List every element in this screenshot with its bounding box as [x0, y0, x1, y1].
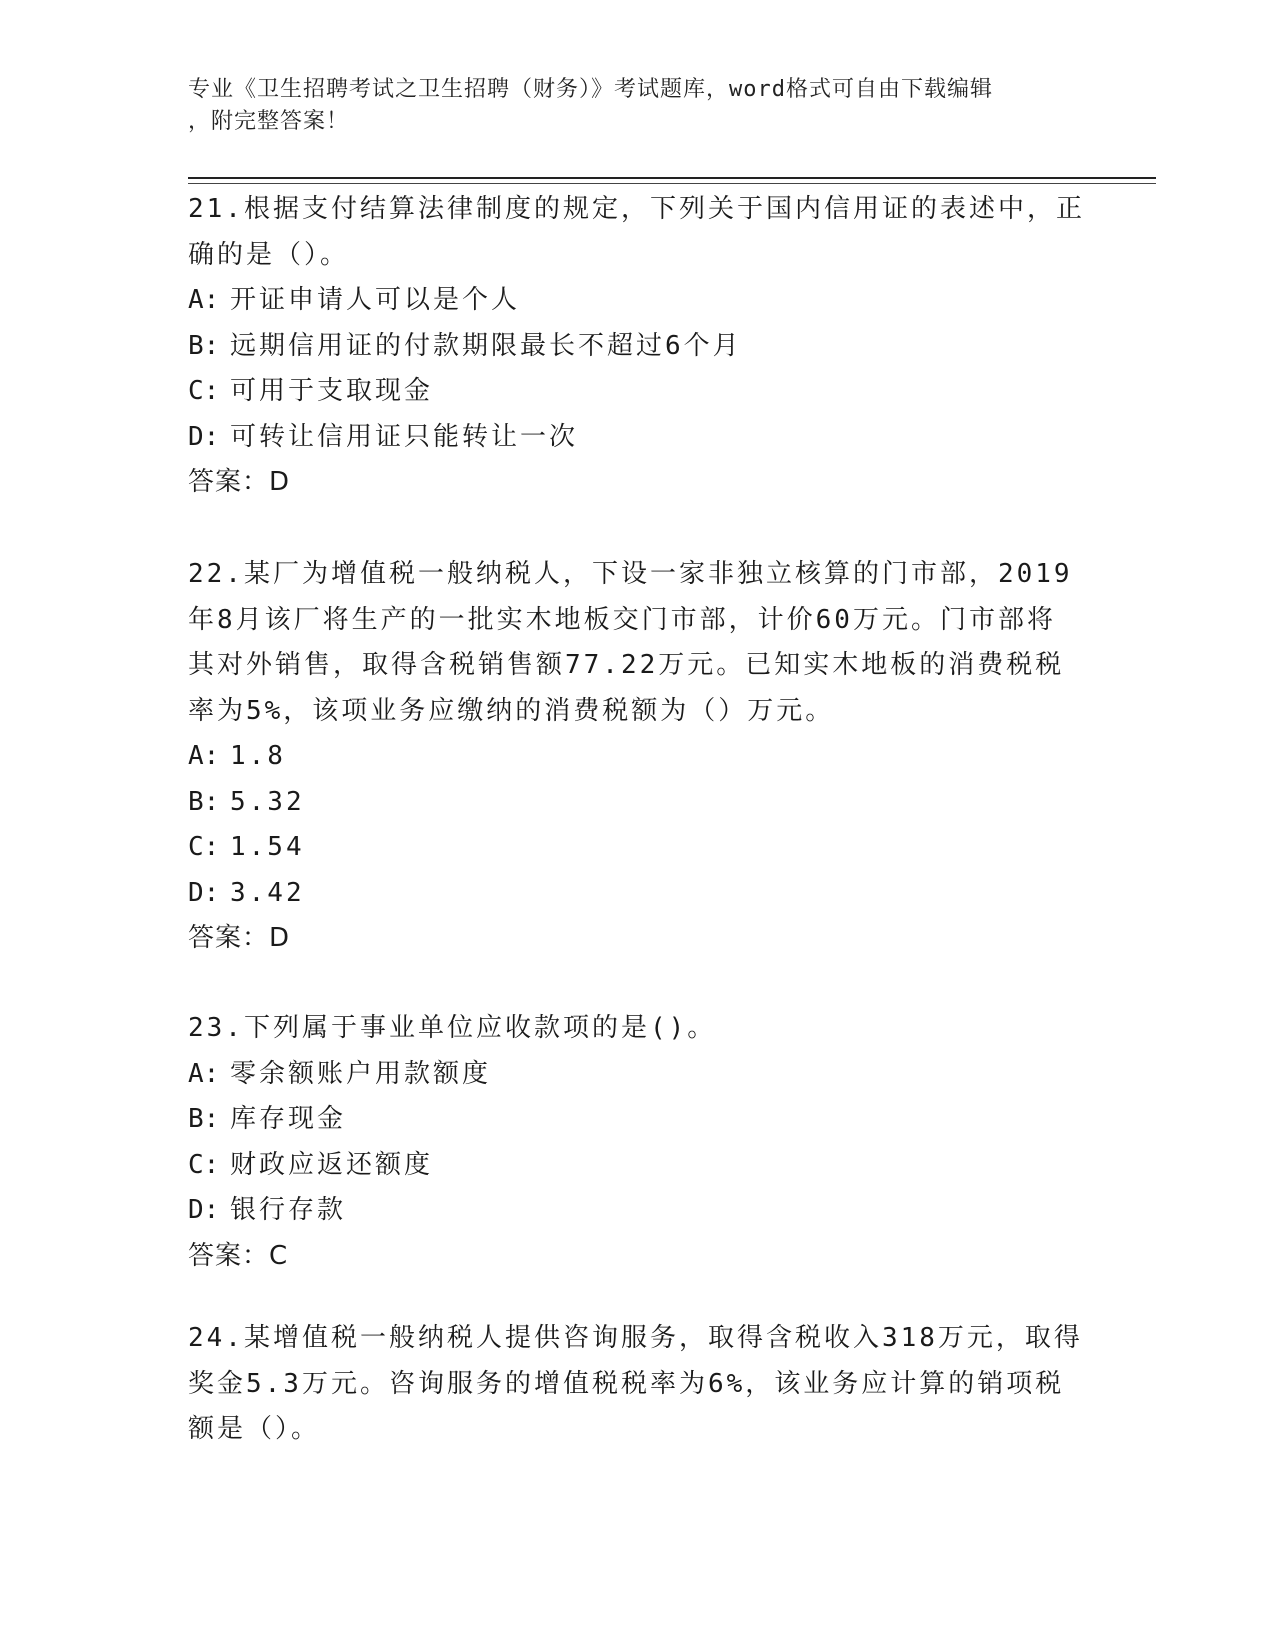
option-label: C: — [188, 832, 220, 862]
option-b — [188, 1097, 1088, 1143]
option-text: 库存现金 — [230, 1104, 347, 1134]
option-text: 3.42 — [230, 877, 305, 908]
question-22 — [188, 552, 1088, 962]
option-label: A: — [188, 1058, 220, 1089]
question-stem-line: 24.某增值税一般纳税人提供咨询服务，取得含税收入318万元，取得 — [188, 1323, 1083, 1353]
option-text: 零余额账户用款额度 — [230, 1058, 492, 1089]
option-a — [188, 278, 1088, 324]
option-label: B: — [188, 330, 220, 361]
question-stem-line: 确的是（）。 — [188, 239, 350, 270]
option-d — [188, 415, 1088, 461]
question-stem-line: 其对外销售，取得含税销售额77.22万元。已知实木地板的消费税税 — [188, 650, 1065, 680]
option-text: 远期信用证的付款期限最长不超过6个月 — [230, 330, 742, 361]
answer-line: 答案：C — [188, 1240, 289, 1271]
question-stem-line: 率为5%，该项业务应缴纳的消费税额为（）万元。 — [188, 695, 835, 726]
question-stem-line: 年8月该厂将生产的一批实木地板交门市部，计价60万元。门市部将 — [188, 604, 1056, 635]
option-label: D: — [188, 1195, 220, 1225]
option-text: 可转让信用证只能转让一次 — [230, 421, 579, 452]
question-21 — [188, 187, 1088, 506]
question-stem-line: 额是（）。 — [188, 1414, 321, 1444]
option-text: 财政应返还额度 — [230, 1149, 434, 1180]
option-text: 1.8 — [230, 741, 286, 771]
option-label: A: — [188, 741, 220, 771]
question-23 — [188, 1006, 1088, 1279]
option-label: B: — [188, 786, 220, 817]
option-c — [188, 825, 1088, 871]
option-label: C: — [188, 376, 220, 406]
option-d — [188, 1188, 1088, 1234]
header-divider-thick — [188, 177, 1156, 179]
option-label: D: — [188, 421, 220, 452]
answer-line: 答案：D — [188, 923, 291, 953]
answer-line: 答案：D — [188, 467, 291, 497]
question-stem-line: 奖金5.3万元。咨询服务的增值税税率为6%，该业务应计算的销项税 — [188, 1368, 1065, 1399]
option-label: D: — [188, 877, 220, 908]
question-stem-line: 22.某厂为增值税一般纳税人，下设一家非独立核算的门市部，2019 — [188, 559, 1073, 589]
option-a — [188, 1052, 1088, 1098]
option-text: 开证申请人可以是个人 — [230, 285, 521, 315]
option-a — [188, 734, 1088, 780]
header-line-1: 专业《卫生招聘考试之卫生招聘（财务）》考试题库，word格式可自由下载编辑 — [188, 77, 993, 102]
option-b — [188, 780, 1088, 826]
option-text: 5.32 — [230, 786, 305, 817]
option-label: A: — [188, 285, 220, 315]
header-line-2: ，附完整答案！ — [188, 109, 350, 134]
question-stem-line: 23.下列属于事业单位应收款项的是()。 — [188, 1013, 717, 1043]
option-label: B: — [188, 1104, 220, 1134]
option-text: 银行存款 — [230, 1195, 347, 1225]
header-divider-thin — [188, 183, 1156, 184]
option-b — [188, 324, 1088, 370]
document-header — [188, 74, 1068, 138]
option-c — [188, 369, 1088, 415]
option-label: C: — [188, 1149, 220, 1180]
question-24 — [188, 1316, 1088, 1453]
option-text: 1.54 — [230, 832, 305, 862]
option-text: 可用于支取现金 — [230, 376, 434, 406]
question-stem-line: 21.根据支付结算法律制度的规定，下列关于国内信用证的表述中，正 — [188, 194, 1085, 224]
option-d — [188, 871, 1088, 917]
option-c — [188, 1143, 1088, 1189]
